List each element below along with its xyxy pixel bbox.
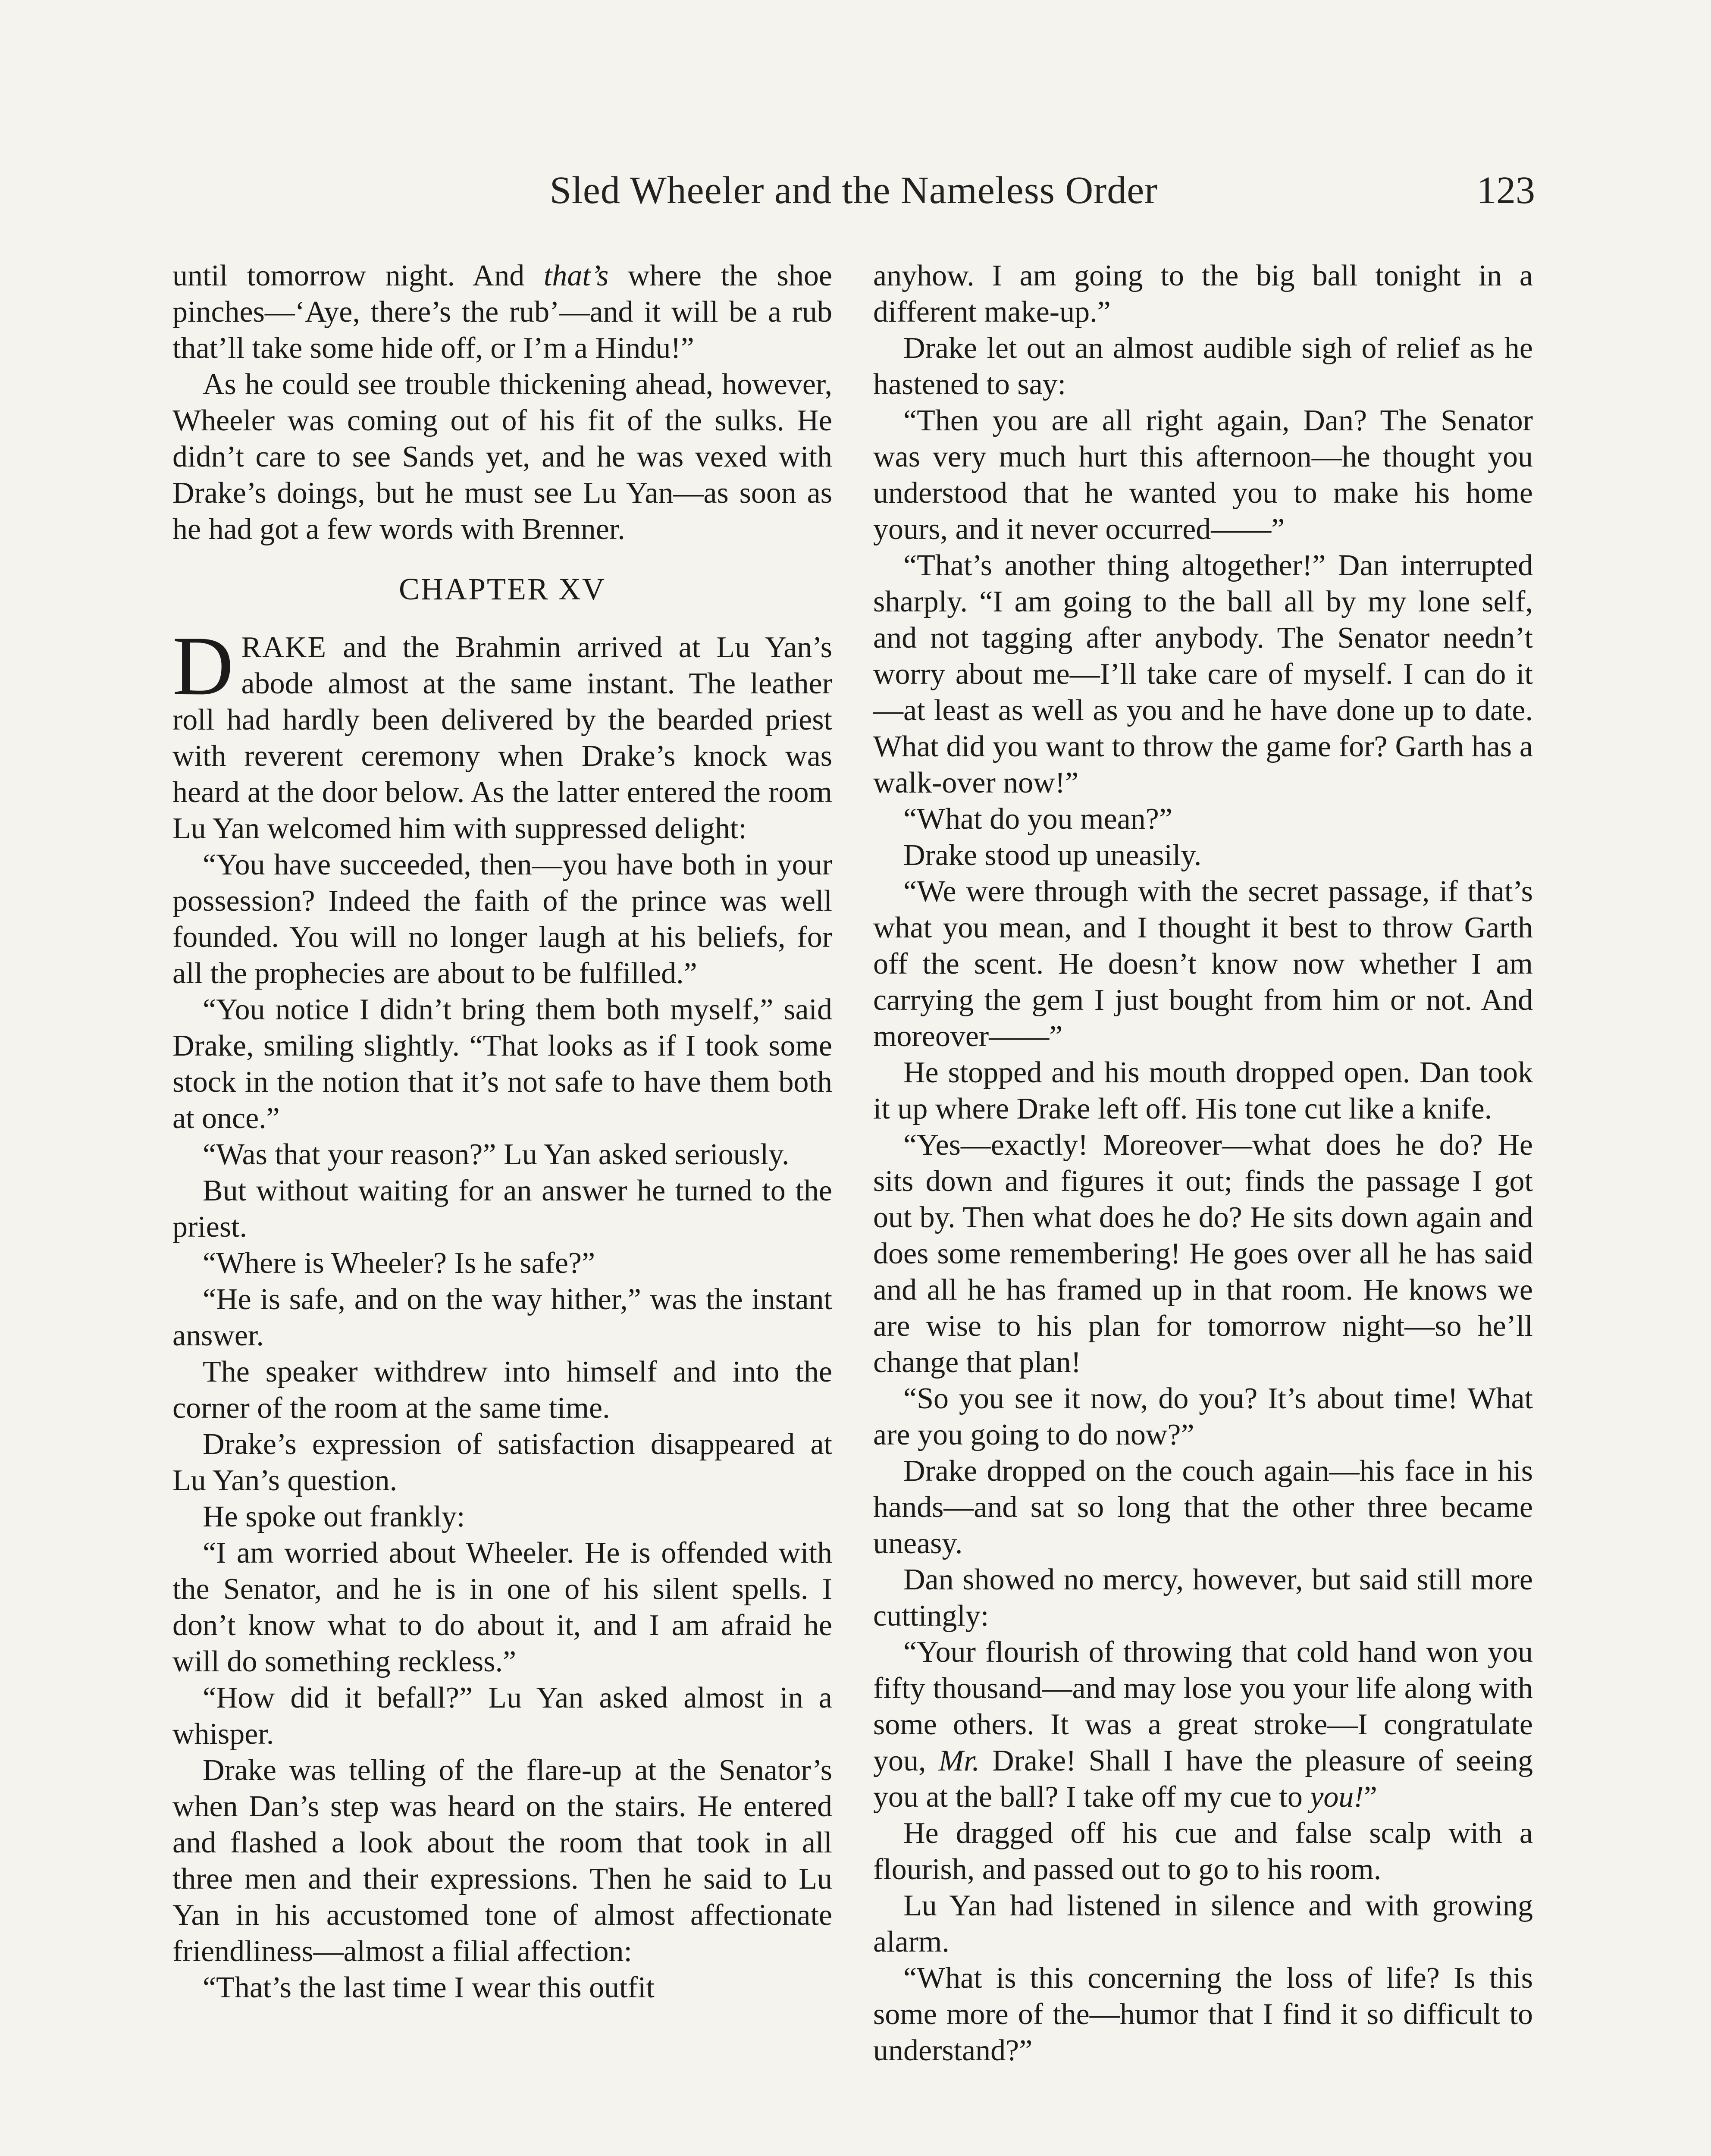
paragraph: He spoke out frankly:: [203, 1500, 465, 1533]
paragraph: until tomorrow night. And that’s where the shoe pinches—‘Aye, there’s the rub’—and it will be a rub that’ll take some hide off, or I’m a Hindu!”: [172, 259, 832, 365]
paragraph: Drake stood up uneasily.: [903, 839, 1202, 872]
paragraph: “Your flourish of throwing that cold hand won you fifty thousand—and may lose you your life along with some others. It was a great stroke—I congratulate you, Mr. Drake! Shall I have the pleasure of seeing you at the ball? I take off my cue to you!”: [873, 1636, 1533, 1814]
paragraph: He stopped and his mouth dropped open. Dan took it up where Drake left off. His tone cut like a knife.: [873, 1056, 1533, 1125]
chapter-heading: CHAPTER XV: [398, 572, 606, 606]
paragraph: “Yes—exactly! Moreover—what does he do? He sits down and figures it out; finds the passage I got out by. Then what does he do? He sits down again and does some remembering! He goes over all he has said and all he has framed up in that room. He knows we are wise to his plan for tomorrow night—so he’ll change that plan!: [873, 1128, 1533, 1379]
paragraph: Dan showed no mercy, however, but said still more cuttingly:: [873, 1563, 1533, 1633]
paragraph: “Then you are all right again, Dan? The Senator was very much hurt this afternoon—he thought you understood that he wanted you to make his home yours, and it never occurred——”: [873, 404, 1533, 546]
paragraph: The speaker withdrew into himself and into the corner of the room at the same time.: [172, 1355, 832, 1425]
paragraph: “Was that your reason?” Lu Yan asked seriously.: [203, 1138, 790, 1171]
paragraph: He dragged off his cue and false scalp with a flourish, and passed out to go to his room.: [873, 1817, 1533, 1886]
paragraph: “What do you mean?”: [903, 802, 1172, 836]
paragraph: As he could see trouble thickening ahead, however, Wheeler was coming out of his fit of the sulks. He didn’t care to see Sands yet, and he was vexed with Drake’s doings, but he must see Lu Yan—as soon as he had got a few words with Brenner.: [172, 368, 832, 546]
running-title: Sled Wheeler and the Nameless Order: [549, 169, 1158, 212]
drop-cap: D: [172, 619, 234, 713]
paragraph: “Where is Wheeler? Is he safe?”: [203, 1247, 595, 1280]
paragraph: “How did it befall?” Lu Yan asked almost in a whisper.: [172, 1681, 832, 1751]
paragraph: “That’s another thing altogether!” Dan interrupted sharply. “I am going to the ball all by my lone self, and not tagging after anybody. The Senator needn’t worry about me—I’ll take care of myself. I can do it—at least as well as you and he have done up to date. What did you want to throw the game for? Garth has a walk-over now!”: [873, 549, 1533, 799]
paragraph: “What is this concerning the loss of life? Is this some more of the—humor that I find it so difficult to understand?”: [873, 1962, 1533, 2067]
paragraph: “You notice I didn’t bring them both myself,” said Drake, smiling slightly. “That looks as if I took some stock in the notion that it’s not safe to have them both at once.”: [172, 993, 832, 1135]
paragraph: Drake let out an almost audible sigh of relief as he hastened to say:: [873, 332, 1533, 401]
left-column: [172, 258, 832, 2006]
paragraph: “So you see it now, do you? It’s about time! What are you going to do now?”: [873, 1382, 1533, 1451]
paragraph: “We were through with the secret passage, if that’s what you mean, and I thought it best to throw Garth off the scent. He doesn’t know now whether I am carrying the gem I just bought from him or not. And moreover——”: [873, 875, 1533, 1053]
paragraph: “You have succeeded, then—you have both in your possession? Indeed the faith of the prince was well founded. You will no longer laugh at his beliefs, for all the prophecies are about to be fulfilled.”: [172, 848, 832, 990]
paragraph: Drake’s expression of satisfaction disappeared at Lu Yan’s question.: [172, 1428, 832, 1497]
paragraph: Drake was telling of the flare-up at the Senator’s when Dan’s step was heard on the stairs. He entered and flashed a look about the room that took in all three men and their expressions. Then he said to Lu Yan in his accustomed tone of almost affectionate friendliness—almost a filial affection:: [172, 1754, 832, 1968]
paragraph: “He is safe, and on the way hither,” was the instant answer.: [172, 1283, 832, 1352]
paragraph: “That’s the last time I wear this outfit: [203, 1971, 655, 2004]
right-column: [873, 258, 1533, 2069]
page-number: 123: [1477, 169, 1535, 212]
paragraph: anyhow. I am going to the big ball tonight in a different make-up.”: [873, 259, 1533, 329]
paragraph: But without waiting for an answer he turned to the priest.: [172, 1174, 832, 1244]
paragraph: Lu Yan had listened in silence and with growing alarm.: [873, 1889, 1533, 1959]
chapter-opening-paragraph: DRAKE and the Brahmin arrived at Lu Yan’s abode almost at the same instant. The leather roll had hardly been delivered by the bearded priest with reverent ceremony when Drake’s knock was heard at the door below. As the latter entered the room Lu Yan welcomed him with suppressed delight:: [172, 619, 832, 845]
paragraph: “I am worried about Wheeler. He is offended with the Senator, and he is in one of his silent spells. I don’t know what to do about it, and I am afraid he will do something reckless.”: [172, 1536, 832, 1678]
paragraph: Drake dropped on the couch again—his face in his hands—and sat so long that the other three became uneasy.: [873, 1454, 1533, 1560]
running-head: [172, 168, 1535, 220]
